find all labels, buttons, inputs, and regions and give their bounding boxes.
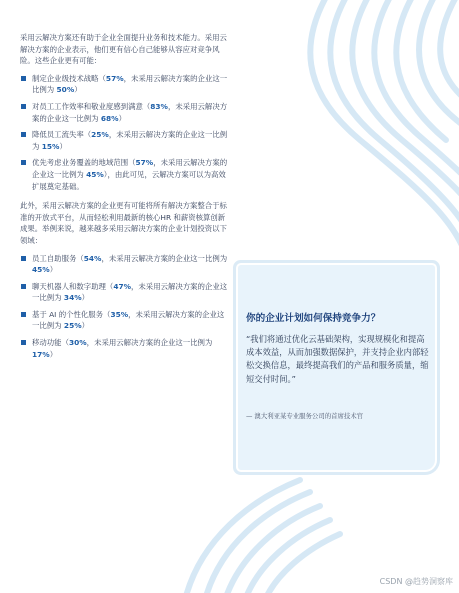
list-item: 聊天机器人和数字助理（47%，未采用云解决方案的企业这一比例为 34%） — [20, 281, 230, 304]
quote-callout-box — [238, 265, 435, 470]
investment-list — [20, 253, 230, 361]
list-item: 优先考虑业务覆盖的地域范围（57%，未采用云解决方案的企业这一比例为 45%），由此可见，云解决方案可以为高效扩展奠定基础。 — [20, 157, 230, 192]
main-text-column — [20, 32, 230, 368]
list-item: 对员工工作效率和敬业度感到满意（83%，未采用云解决方案的企业这一比例为 68%） — [20, 101, 230, 124]
list-item: 员工自助服务（54%，未采用云解决方案的企业这一比例为 45%） — [20, 253, 230, 276]
list-item: 降低员工流失率（25%，未采用云解决方案的企业这一比例为 15%） — [20, 129, 230, 152]
list-item: 基于 AI 的个性化服务（35%，未采用云解决方案的企业这一比例为 25%） — [20, 309, 230, 332]
callout-quote: “我们将通过优化云基础架构，实现规模化和提高成本效益，从而加强数据保护，并支持企业内部轻松交换信息，最终提高我们的产品和服务质量，缩短交付时间。” — [246, 334, 429, 384]
list-item: 制定企业级技术战略（57%，未采用云解决方案的企业这一比例为 50%） — [20, 73, 230, 96]
intro-paragraph: 采用云解决方案还有助于企业全面提升业务和技术能力。采用云解决方案的企业表示，他们更有信心自己能够从容应对竞争风险。这些企业更有可能： — [20, 33, 227, 66]
investment-paragraph: 此外，采用云解决方案的企业更有可能将所有解决方案整合于标准的开放式平台，从而轻松利用最新的核心HR 和薪资核算创新成果。举例来说，越来越多采用云解决方案的企业计划投资以下领域： — [20, 201, 227, 245]
callout-attribution: — 澳大利亚某专业服务公司的首席技术官 — [246, 412, 364, 420]
benefits-list — [20, 73, 230, 192]
list-item: 移动功能（30%，未采用云解决方案的企业这一比例为 17%） — [20, 337, 230, 360]
callout-title: 你的企业计划如何保持竞争力？ — [246, 313, 381, 324]
watermark: CSDN @趋势洞察库 — [379, 577, 453, 586]
